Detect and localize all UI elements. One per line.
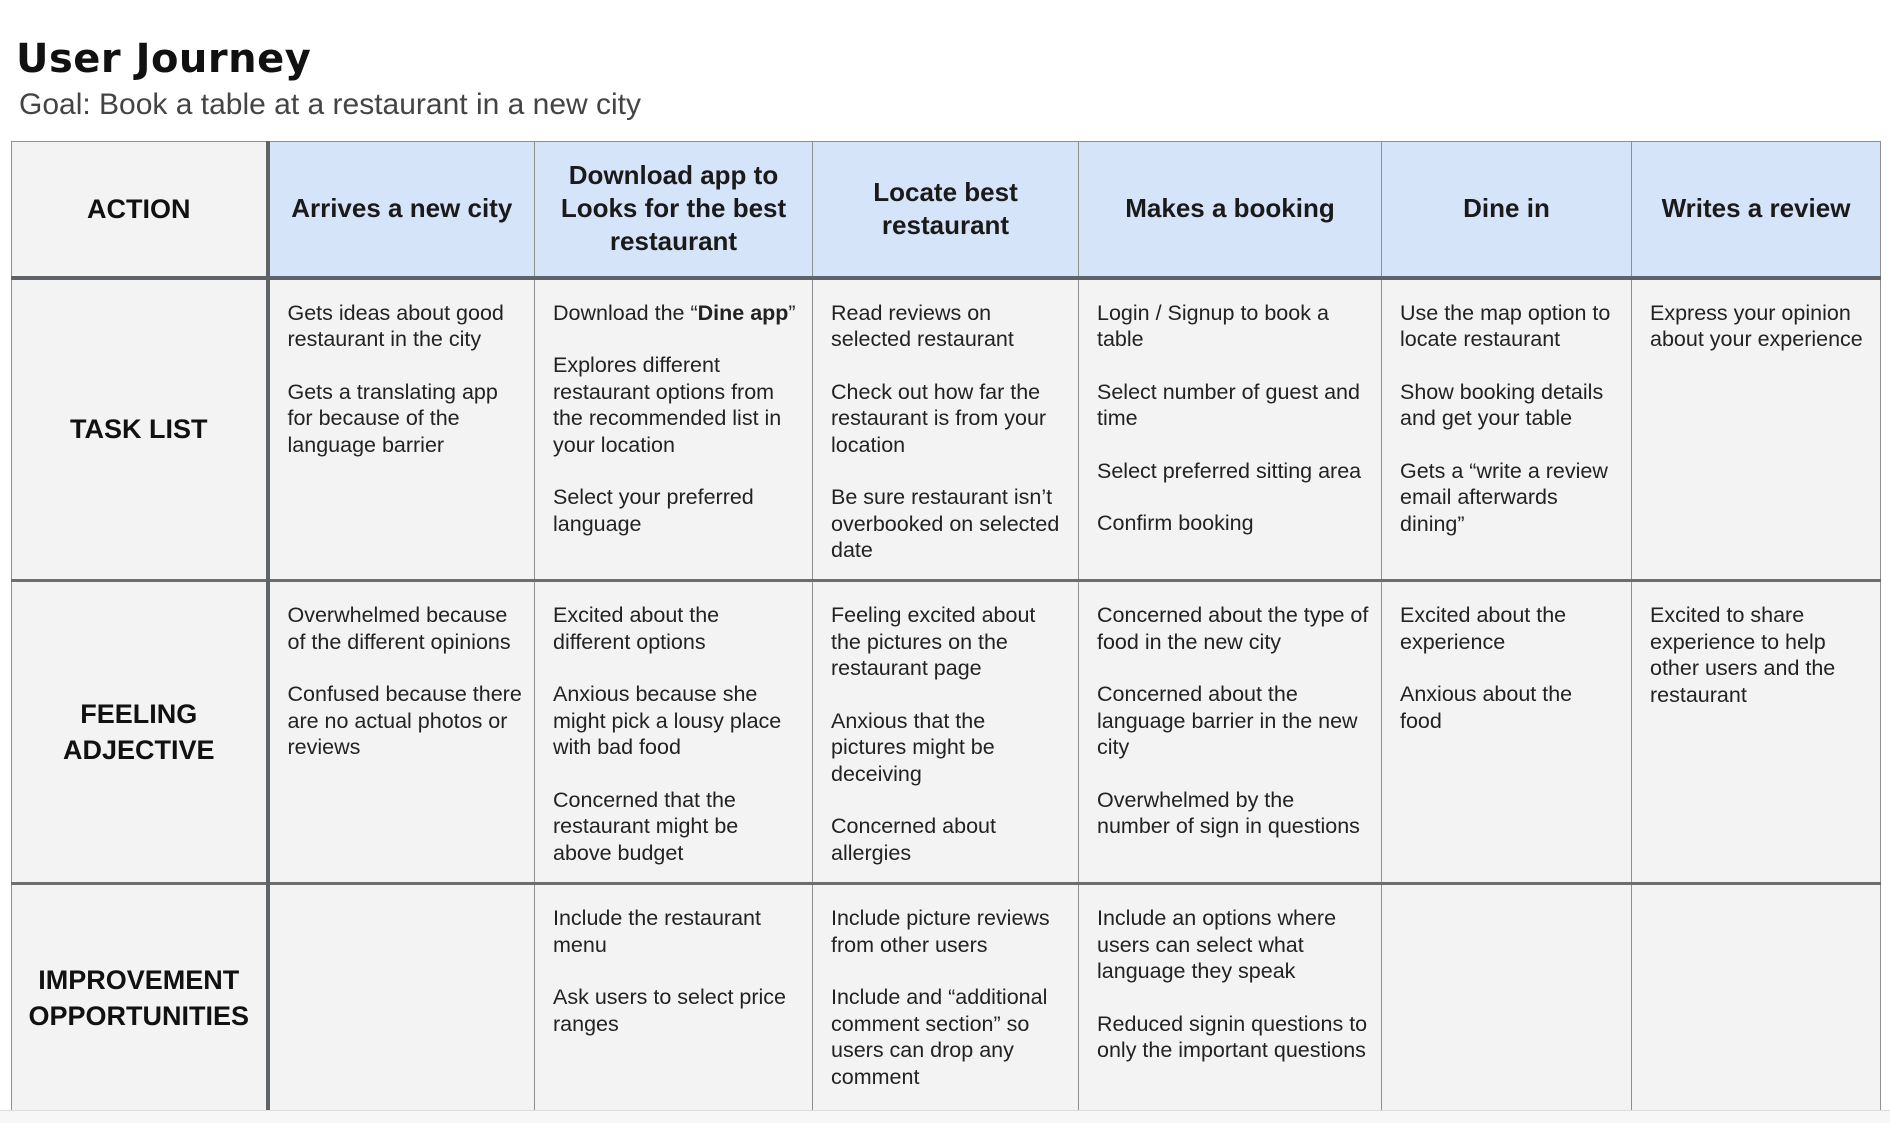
feeling-item: Concerned about the type of food in the new city	[1097, 603, 1369, 654]
feeling-item: Concerned that the restaurant might be above budget	[553, 787, 739, 865]
task-item: Gets ideas about good restaurant in the city	[287, 300, 504, 351]
task-cell-3	[813, 278, 1079, 581]
improvement-item: Include and “additional comment section” so users can drop any comment	[831, 985, 1048, 1089]
feeling-cell-3	[813, 581, 1079, 884]
feeling-item: Anxious about the food	[1400, 682, 1573, 733]
task-item: Confirm booking	[1097, 511, 1254, 535]
task-item: Select number of guest and time	[1097, 379, 1360, 430]
task-cell-6	[1632, 278, 1881, 581]
row-label-line: FEELING	[80, 699, 198, 729]
task-item-suffix: ”	[788, 300, 796, 325]
improvement-cell-2	[535, 884, 813, 1111]
feeling-item: Feeling excited about the pictures on the restaurant page	[831, 603, 1036, 680]
app-name: Dine app	[697, 300, 789, 325]
feeling-cell-5	[1382, 581, 1632, 884]
feeling-item: Excited about the experience	[1400, 603, 1567, 654]
task-item: Be sure restaurant isn’t overbooked on selected date	[831, 485, 1060, 562]
stage-header-5: Dine in	[1382, 142, 1632, 278]
row-label-task-list: TASK LIST	[12, 278, 268, 581]
row-label-line: OPPORTUNITIES	[28, 1000, 250, 1031]
improvement-opportunities-row	[12, 884, 1881, 1111]
feeling-item: Excited to share experience to help other users and the restaurant	[1650, 603, 1836, 707]
improvement-cell-3	[813, 884, 1079, 1111]
task-item: Login / Signup to book a table	[1097, 300, 1329, 351]
task-item: Gets a “write a review email afterwards dining”	[1400, 458, 1608, 536]
improvement-item: Include an options where users can select what language they speak	[1097, 906, 1337, 983]
user-journey-table	[11, 141, 1881, 1111]
improvement-item: Include picture reviews from other users	[831, 906, 1050, 957]
task-item: Use the map option to locate restaurant	[1400, 300, 1611, 351]
row-label-improvement-opportunities	[12, 884, 268, 1111]
feeling-cell-2	[535, 581, 813, 884]
task-cell-5	[1382, 278, 1632, 581]
row-label-line: IMPROVEMENT	[38, 964, 240, 995]
feeling-adjective-row	[12, 581, 1881, 884]
page-subtitle: Goal: Book a table at a restaurant in a new city	[19, 88, 642, 121]
task-item: Select preferred sitting area	[1097, 458, 1362, 483]
improvement-cell-1	[268, 884, 535, 1111]
improvement-item: Include the restaurant menu	[553, 906, 761, 957]
row-label-line: ADJECTIVE	[62, 735, 215, 765]
task-item: Select your preferred language	[553, 485, 754, 536]
feeling-item: Concerned about the language barrier in the new city	[1097, 682, 1358, 759]
feeling-item: Anxious that the pictures might be deceiving	[831, 708, 995, 786]
action-row	[12, 142, 1881, 278]
stage-header-3: Locate best restaurant	[813, 142, 1079, 278]
task-item: Check out how far the restaurant is from your location	[831, 379, 1047, 457]
stage-header-6: Writes a review	[1632, 142, 1881, 278]
task-item: Express your opinion about your experience	[1650, 300, 1863, 351]
feeling-item: Concerned about allergies	[831, 814, 996, 865]
page-title: User Journey	[16, 36, 312, 82]
task-cell-1	[268, 278, 535, 581]
task-item	[553, 300, 800, 327]
task-item: Show booking details and get your table	[1400, 379, 1604, 430]
feeling-cell-6	[1632, 581, 1881, 884]
stage-header-4: Makes a booking	[1079, 142, 1382, 278]
task-item: Gets a translating app for because of the language barrier	[287, 379, 498, 457]
task-list-row	[12, 278, 1881, 581]
feeling-item: Overwhelmed because of the different opinions	[287, 603, 511, 654]
feeling-cell-4	[1079, 581, 1382, 884]
feeling-cell-1	[268, 581, 535, 884]
feeling-item: Confused because there are no actual photos or reviews	[287, 682, 522, 759]
feeling-item: Overwhelmed by the number of sign in questions	[1097, 787, 1360, 838]
stage-header-2: Download app to Looks for the best restaurant	[535, 142, 813, 278]
improvement-cell-6	[1632, 884, 1881, 1111]
task-item-prefix: Download the “	[553, 300, 698, 325]
task-item: Read reviews on selected restaurant	[831, 300, 1014, 351]
task-item: Explores different restaurant options from the recommended list in your location	[553, 353, 782, 457]
row-label-feeling-adjective	[12, 581, 268, 884]
feeling-item: Anxious because she might pick a lousy place with bad food	[553, 682, 782, 759]
task-cell-2	[535, 278, 813, 581]
task-cell-4	[1079, 278, 1382, 581]
stage-header-1: Arrives a new city	[268, 142, 535, 278]
improvement-cell-5	[1382, 884, 1632, 1111]
improvement-item: Ask users to select price ranges	[553, 985, 787, 1036]
improvement-item: Reduced signin questions to only the important questions	[1097, 1011, 1368, 1062]
improvement-cell-4	[1079, 884, 1382, 1111]
row-label-action: ACTION	[12, 142, 268, 278]
feeling-item: Excited about the different options	[553, 603, 720, 654]
page-bottom-edge	[0, 1110, 1890, 1123]
